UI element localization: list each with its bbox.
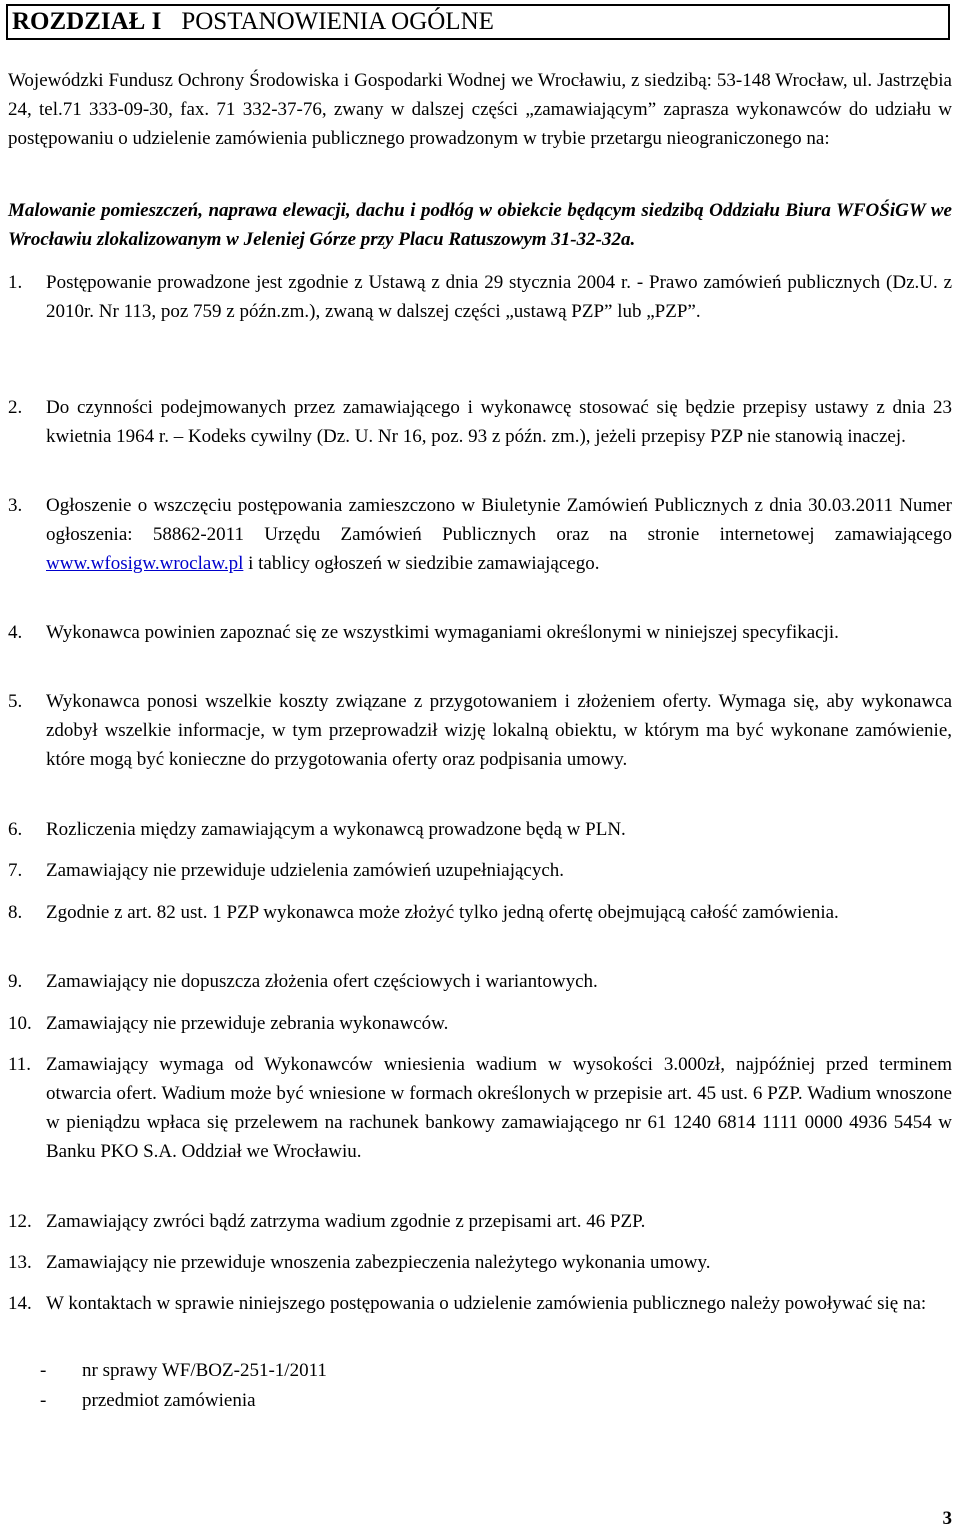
item-number: 14. [8, 1293, 32, 1314]
list-item [8, 1289, 952, 1318]
item-text: Postępowanie prowadzone jest zgodnie z Ustawą z dnia 29 stycznia 2004 r. - Prawo zamówień publicznych (Dz.U. z 2010r. Nr 113, poz 759 z późn.zm.), zwaną w dalszej części „ustawą PZP” lub „PZP”. [46, 272, 952, 322]
item-number: 8. [8, 902, 23, 923]
contact-reference-list [40, 1356, 327, 1416]
list-item [8, 1050, 952, 1166]
item-number: 3. [8, 495, 23, 516]
item-text: Rozliczenia między zamawiającym a wykonawcą prowadzone będą w PLN. [46, 819, 626, 840]
item-text-before-link: Ogłoszenie o wszczęciu postępowania zamieszczono w Biuletynie Zamówień Publicznych z dnia 30.03.2011 Numer ogłoszenia: 58862-2011 Urzędu Zamówień Publicznych oraz na stronie internetowej zamawiającego [46, 495, 952, 545]
item-text: Wykonawca ponosi wszelkie koszty związane z przygotowaniem i złożeniem oferty. Wymaga się, aby wykonawca zdobył wszelkie informacje, w tym przeprowadził wizję lokalną obiektu, w którym ma być wykonane zamówienie, które mogą być konieczne do przygotowania oferty oraz podpisania umowy. [46, 691, 952, 770]
item-number: 2. [8, 397, 23, 418]
list-item [8, 491, 952, 578]
item-number: 6. [8, 819, 23, 840]
list-item [8, 393, 952, 451]
item-number: 11. [8, 1054, 32, 1075]
reference-text: nr sprawy WF/BOZ-251-1/2011 [82, 1360, 327, 1381]
dash-bullet: - [40, 1390, 47, 1411]
reference-item [40, 1356, 327, 1386]
page-number: 3 [942, 1508, 952, 1529]
chapter-number: ROZDZIAŁ I [12, 8, 162, 35]
item-text-after-link: i tablicy ogłoszeń w siedzibie zamawiającego. [243, 553, 600, 574]
chapter-title: POSTANOWIENIA OGÓLNE [181, 8, 494, 35]
intro-text: Wojewódzki Fundusz Ochrony Środowiska i Gospodarki Wodnej we Wrocławiu, z siedzibą: 53-148 Wrocław, ul. Jastrzębia 24, tel.71 333-09-30, fax. 71 332-37-76, zwany w dalszej części „zamawiającym” zaprasza wykonawców do udziału w postępowaniu o udzielenie zamówienia publicznego prowadzonym w trybie przetargu nieograniczonego na: [8, 70, 952, 149]
chapter-heading [6, 4, 950, 40]
list-item [8, 1207, 952, 1236]
item-text: Do czynności podejmowanych przez zamawiającego i wykonawcę stosować się będzie przepisy ustawy z dnia 23 kwietnia 1964 r. – Kodeks cywilny (Dz. U. Nr 16, poz. 93 z późn. zm.), jeżeli przepisy PZP nie stanowią inaczej. [46, 397, 952, 447]
item-text: Zgodnie z art. 82 ust. 1 PZP wykonawca może złożyć tylko jedną ofertę obejmującą całość zamówienia. [46, 902, 839, 923]
list-item [8, 856, 952, 885]
list-item [8, 687, 952, 774]
item-number: 12. [8, 1211, 32, 1232]
item-text: Zamawiający nie przewiduje zebrania wykonawców. [46, 1013, 449, 1034]
list-item [8, 1248, 952, 1277]
item-text: W kontaktach w sprawie niniejszego postępowania o udzielenie zamówienia publicznego należy powoływać się na: [46, 1293, 927, 1314]
item-text: Wykonawca powinien zapoznać się ze wszystkimi wymaganiami określonymi w niniejszej specyfikacji. [46, 622, 839, 643]
item-text: Zamawiający nie przewiduje udzielenia zamówień uzupełniających. [46, 860, 565, 881]
list-item [8, 898, 952, 927]
item-text [46, 491, 952, 578]
item-number: 9. [8, 971, 23, 992]
item-text: Zamawiający wymaga od Wykonawców wniesienia wadium w wysokości 3.000zł, najpóźniej przed terminem otwarcia ofert. Wadium może być wniesione w formach określonych w przepisie art. 45 ust. 6 PZP. Wadium wnoszone w pieniądzu wpłaca się przelewem na rachunek bankowy zamawiającego nr 61 1240 6814 1111 0000 4936 5454 w Banku PKO S.A. Oddział we Wrocławiu. [46, 1054, 952, 1162]
procurement-subject: Malowanie pomieszczeń, naprawa elewacji, dachu i podłóg w obiekcie będącym siedzibą Oddziału Biura WFOŚiGW we Wrocławiu zlokalizowanym w Jeleniej Górze przy Placu Ratuszowym 31-32-32a. [8, 200, 952, 250]
item-number: 5. [8, 691, 23, 712]
reference-text: przedmiot zamówienia [82, 1390, 256, 1411]
dash-bullet: - [40, 1360, 47, 1381]
list-item [8, 268, 952, 326]
item-text: Zamawiający nie dopuszcza złożenia ofert częściowych i wariantowych. [46, 971, 598, 992]
list-item [8, 815, 952, 844]
item-text: Zamawiający nie przewiduje wnoszenia zabezpieczenia należytego wykonania umowy. [46, 1252, 711, 1273]
item-number: 13. [8, 1252, 32, 1273]
list-item [8, 618, 952, 647]
item-number: 4. [8, 622, 23, 643]
item-text: Zamawiający zwróci bądź zatrzyma wadium zgodnie z przepisami art. 46 PZP. [46, 1211, 646, 1232]
item-number: 1. [8, 272, 23, 293]
list-item [8, 967, 952, 996]
list-item [8, 1009, 952, 1038]
website-link[interactable]: www.wfosigw.wroclaw.pl [46, 553, 244, 574]
item-number: 7. [8, 860, 23, 881]
item-number: 10. [8, 1013, 32, 1034]
intro-paragraph [8, 66, 952, 153]
reference-item [40, 1386, 327, 1416]
